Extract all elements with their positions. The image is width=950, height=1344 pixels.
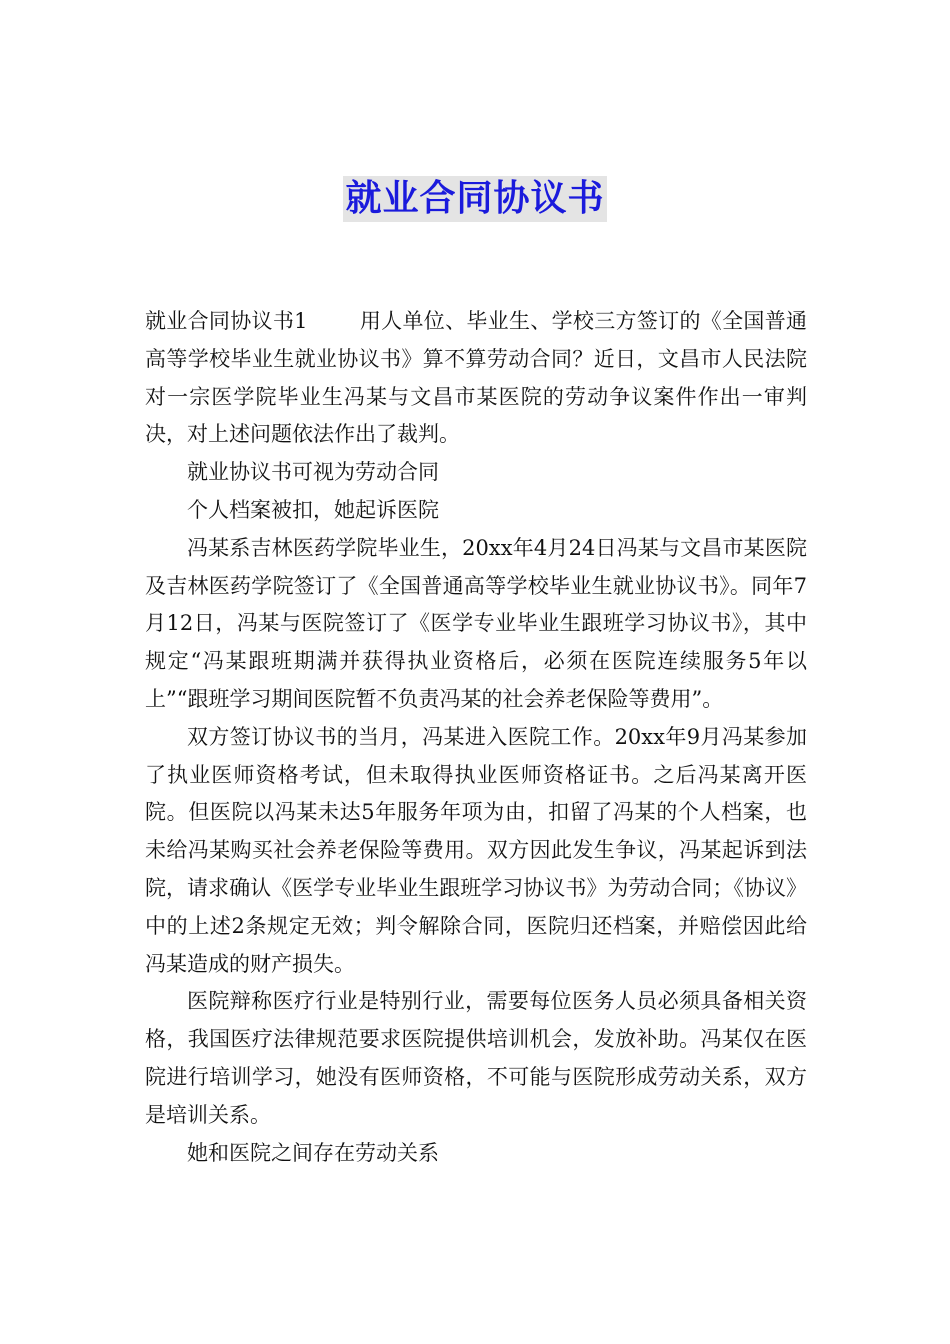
title-container (0, 176, 950, 222)
paragraph-background: 冯某系吉林医药学院毕业生，20xx年4月24日冯某与文昌市某医院及吉林医药学院签订了《全国普通高等学校毕业生就业协议书》。同年7月12日，冯某与医院签订了《医学专业毕业生跟班学习协议书》，其中规定“冯某跟班期满并获得执业资格后，必须在医院连续服务5年以上”“跟班学习期间医院暂不负责冯某的社会养老保险等费用”。 (145, 535, 807, 711)
paragraph-dispute: 双方签订协议书的当月，冯某进入医院工作。20xx年9月冯某参加了执业医师资格考试，但未取得执业医师资格证书。之后冯某离开医院。但医院以冯某未达5年服务年项为由，扣留了冯某的个人档案，也未给冯某购买社会养老保险等费用。双方因此发生争议，冯某起诉到法院，请求确认《医学专业毕业生跟班学习协议书》为劳动合同；《协议》中的上述2条规定无效；判令解除合同，医院归还档案，并赔偿因此给冯某造成的财产损失。 (145, 724, 807, 976)
paragraph-hospital-defense: 医院辩称医疗行业是特别行业，需要每位医务人员必须具备相关资格，我国医疗法律规范要求医院提供培训机会，发放补助。冯某仅在医院进行培训学习，她没有医师资格，不可能与医院形成劳动关系，双方是培训关系。 (145, 989, 807, 1127)
heading-employment-agreement: 就业协议书可视为劳动合同 (187, 460, 439, 485)
heading-labor-relation: 她和医院之间存在劳动关系 (187, 1140, 439, 1165)
document-body (145, 303, 807, 1172)
document-title: 就业合同协议书 (343, 176, 606, 222)
heading-archive-withheld: 个人档案被扣，她起诉医院 (187, 497, 439, 522)
paragraph-intro (145, 303, 807, 454)
paragraph-1-text: 用人单位、毕业生、学校三方签订的《全国普通高等学校毕业生就业协议书》算不算劳动合同？近日，文昌市人民法院对一宗医学院毕业生冯某与文昌市某医院的劳动争议案件作出一审判决，对上述问题依法作出了裁判。 (145, 309, 807, 447)
intro-label: 就业合同协议书1 (145, 309, 308, 333)
